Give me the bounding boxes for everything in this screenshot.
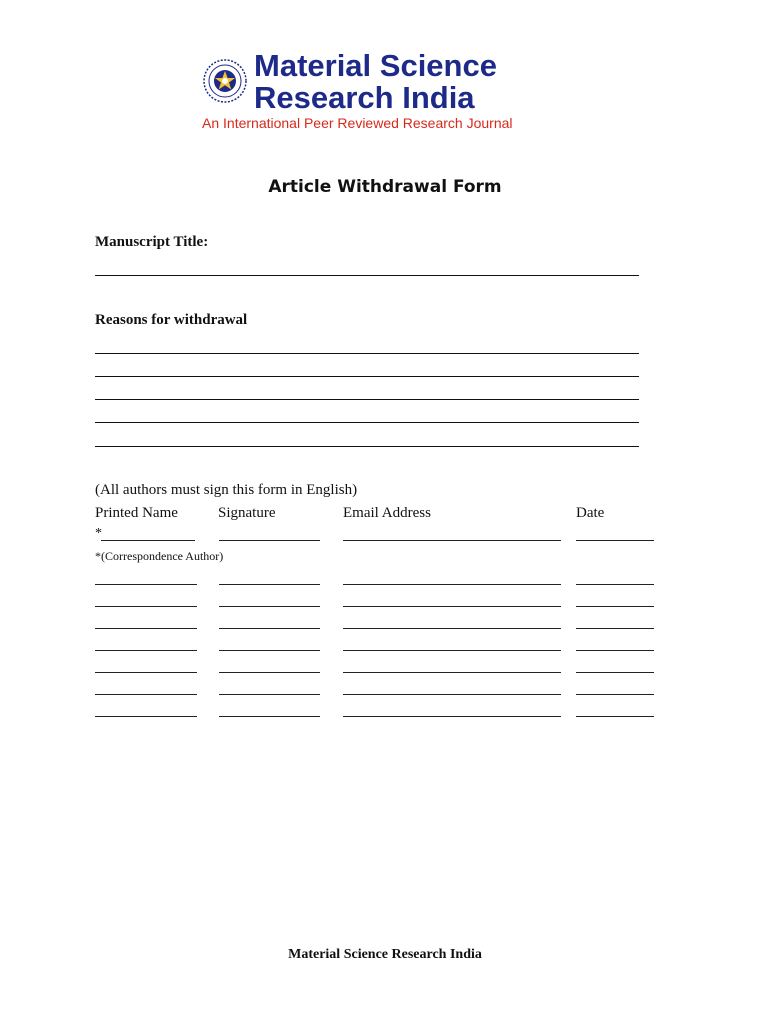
- journal-tagline: An International Peer Reviewed Research Journal: [202, 115, 513, 131]
- signing-note: (All authors must sign this form in English): [95, 482, 358, 498]
- date-line[interactable]: [576, 584, 654, 585]
- printed-name-line[interactable]: [95, 628, 197, 629]
- signature-line[interactable]: [219, 584, 320, 585]
- printed-name-line[interactable]: [95, 672, 197, 673]
- footer-text: Material Science Research India: [288, 947, 482, 962]
- signature-line[interactable]: [219, 606, 320, 607]
- column-signature: Signature: [218, 505, 276, 521]
- printed-name-line[interactable]: [95, 584, 197, 585]
- date-line[interactable]: [576, 650, 654, 651]
- manuscript-title-line[interactable]: [95, 275, 639, 276]
- email-address-line[interactable]: [343, 606, 561, 607]
- signature-line[interactable]: [219, 716, 320, 717]
- column-email-address: Email Address: [343, 505, 431, 521]
- signature-line[interactable]: [219, 540, 320, 541]
- column-date: Date: [576, 505, 605, 521]
- printed-name-line[interactable]: [101, 540, 195, 541]
- printed-name-line[interactable]: [95, 606, 197, 607]
- date-line[interactable]: [576, 672, 654, 673]
- form-title: Article Withdrawal Form: [268, 177, 502, 197]
- email-address-line[interactable]: [343, 694, 561, 695]
- email-address-line[interactable]: [343, 540, 561, 541]
- corresponding-marker: *: [95, 526, 102, 541]
- reason-line[interactable]: [95, 353, 639, 354]
- signature-line[interactable]: [219, 628, 320, 629]
- email-address-line[interactable]: [343, 716, 561, 717]
- date-line[interactable]: [576, 628, 654, 629]
- date-line[interactable]: [576, 716, 654, 717]
- manuscript-title-label: Manuscript Title:: [95, 234, 209, 250]
- journal-name-line2: Research India: [254, 80, 475, 115]
- printed-name-line[interactable]: [95, 716, 197, 717]
- reasons-label: Reasons for withdrawal: [95, 312, 248, 328]
- email-address-line[interactable]: [343, 672, 561, 673]
- signature-line[interactable]: [219, 672, 320, 673]
- reason-line[interactable]: [95, 422, 639, 423]
- signature-line[interactable]: [219, 694, 320, 695]
- email-address-line[interactable]: [343, 650, 561, 651]
- column-printed-name: Printed Name: [95, 505, 178, 521]
- journal-header: [200, 48, 570, 138]
- corresponding-note: *(Correspondence Author): [95, 549, 224, 563]
- journal-seal-icon: [202, 58, 248, 104]
- printed-name-line[interactable]: [95, 650, 197, 651]
- reason-line[interactable]: [95, 376, 639, 377]
- email-address-line[interactable]: [343, 584, 561, 585]
- date-line[interactable]: [576, 606, 654, 607]
- journal-name-line1: Material Science: [254, 48, 497, 83]
- reason-line[interactable]: [95, 446, 639, 447]
- printed-name-line[interactable]: [95, 694, 197, 695]
- signature-line[interactable]: [219, 650, 320, 651]
- reason-line[interactable]: [95, 399, 639, 400]
- date-line[interactable]: [576, 540, 654, 541]
- date-line[interactable]: [576, 694, 654, 695]
- email-address-line[interactable]: [343, 628, 561, 629]
